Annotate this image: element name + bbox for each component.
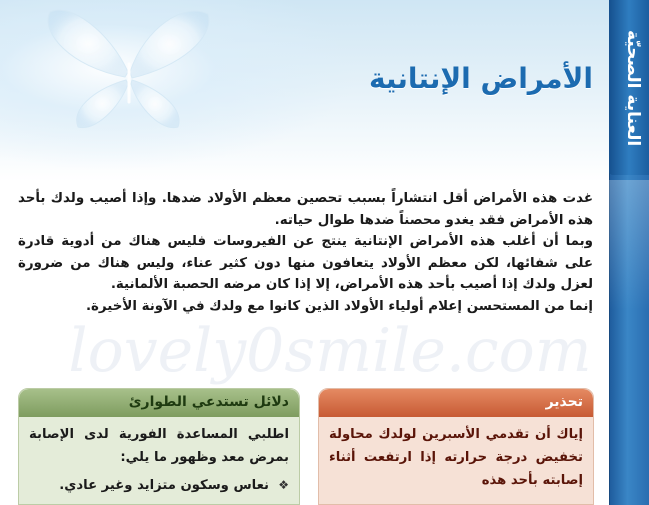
emergency-box: [18, 388, 300, 505]
emergency-box-content: [19, 417, 299, 497]
sidebar-tab-label: العناية الصحيّة: [623, 29, 643, 147]
diamond-bullet-icon: ❖: [278, 478, 289, 492]
emergency-box-title: دلائل تستدعي الطوارئ: [19, 389, 299, 417]
watermark: lovely0smile.com: [68, 316, 592, 386]
list-item: [29, 474, 289, 497]
warning-box-title: تحذير: [319, 389, 593, 417]
warning-box-text: إياك أن تقدمي الأسبرين لولدك محاولة تخفيض درجة حرارته إذا ارتفعت أثناء إصابته بأحد هذه: [329, 427, 583, 488]
page-title: الأمراض الإنتانية: [368, 62, 593, 95]
article-paragraph: إنما من المستحسن إعلام أولياء الأولاد الذين كانوا مع ولدك في الآونة الأخيرة.: [85, 298, 593, 314]
warning-box: [318, 388, 594, 505]
list-item-text: نعاس وسكون متزايد وغير عادي.: [59, 478, 269, 493]
sidebar-tab[interactable]: [609, 0, 649, 505]
article-paragraph: وبما أن أغلب هذه الأمراض الإنتانية ينتج عن الفيروسات فليس هناك من أدوية قادرة على شفائها، لكن معظم الأولاد يتعافون منها دون كثير عناء، وليس هناك من ضرورة لعزل ولدك إذا أصيب بأحد هذه الأمراض، إلا إذا كان مرضه الحصبة الألمانية.: [18, 234, 593, 292]
emergency-box-intro: اطلبي المساعدة الفورية لدى الإصابة بمرض معد وظهور ما يلي:: [29, 427, 289, 465]
butterfly-icon: [40, 2, 215, 137]
article-paragraph: غدت هذه الأمراض أقل انتشاراً بسبب تحصين معظم الأولاد ضدها. وإذا أصيب ولدك بأحد هذه الأمراض فقد يغدو محصناً ضدها طوال حياته.: [18, 191, 593, 228]
